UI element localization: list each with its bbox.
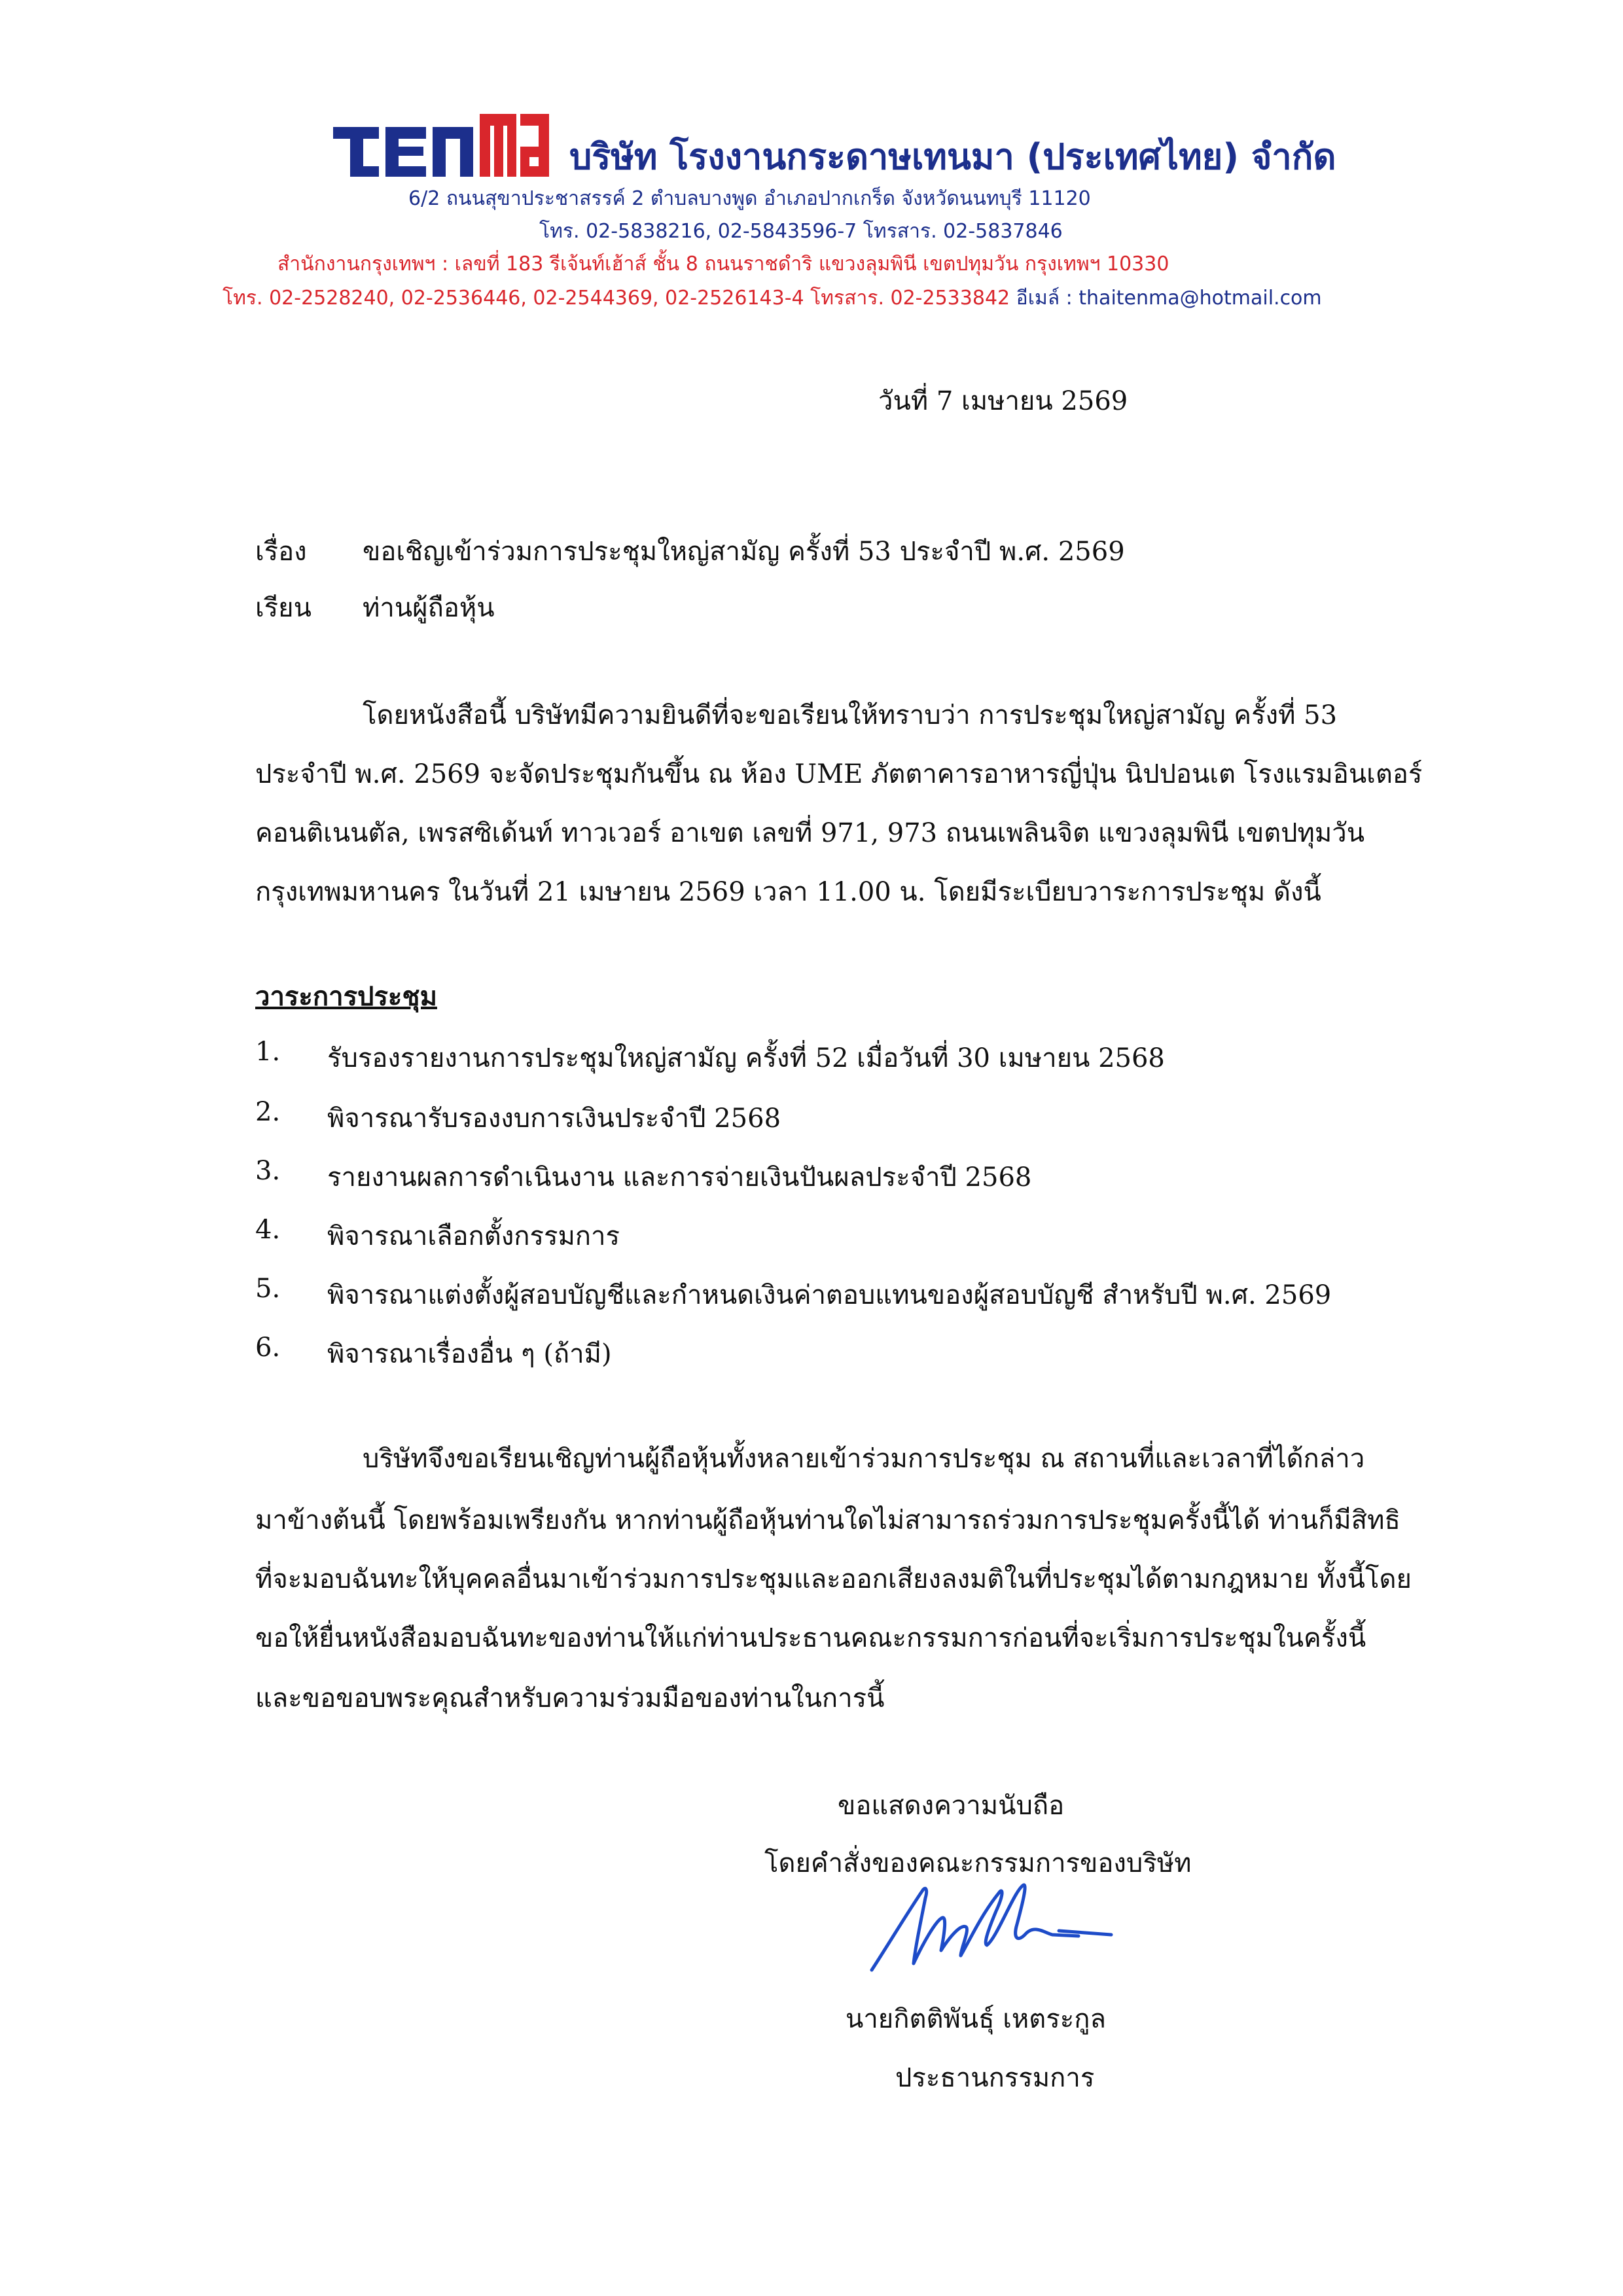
bangkok-office-address: สำนักงานกรุงเทพฯ : เลขที่ 183 รีเจ้นท์เฮ้าส์ ชั้น 8 ถนนราชดำริ แขวงลุมพินี เขตปทุมวัน กรุงเทพฯ 10330 [277, 253, 1169, 276]
intro-line: กรุงเทพมหานคร ในวันที่ 21 เมษายน 2569 เวลา 11.00 น. โดยมีระเบียบวาระการประชุม ดังนี้ [255, 877, 1321, 907]
company-phone: โทร. 02-5838216, 02-5843596-7 โทรสาร. 02-5837846 [539, 220, 1063, 243]
complimentary-close: ขอแสดงความนับถือ [838, 1791, 1065, 1821]
bangkok-office-contact [223, 283, 1322, 314]
closing-line: บริษัทจึงขอเรียนเชิญท่านผู้ถือหุ้นทั้งหลายเข้าร่วมการประชุม ณ สถานที่และเวลาที่ได้กล่าว [363, 1444, 1365, 1474]
email-address: อีเมล์ : thaitenma@hotmail.com [1016, 287, 1322, 310]
signer-name: นายกิตติพันธุ์ เหตระกูล [846, 2004, 1106, 2034]
agenda-item-number: 1. [255, 1037, 281, 1067]
intro-line: คอนติเนนตัล, เพรสซิเด้นท์ ทาวเวอร์ อาเขต เลขที่ 971, 973 ถนนเพลินจิต แขวงลุมพินี เขตปทุมวัน [255, 818, 1365, 848]
agenda-item-number: 4. [255, 1215, 281, 1245]
agenda-heading: วาระการประชุม [255, 981, 437, 1012]
intro-line: โดยหนังสือนี้ บริษัทมีความยินดีที่จะขอเรียนให้ทราบว่า การประชุมใหญ่สามัญ ครั้งที่ 53 [363, 700, 1338, 730]
closing-line: มาข้างต้นนี้ โดยพร้อมเพรียงกัน หากท่านผู้ถือหุ้นท่านใดไม่สามารถร่วมการประชุมครั้งนี้ได้ ท่านก็มีสิทธิ [255, 1505, 1400, 1535]
letter-date: วันที่ 7 เมษายน 2569 [878, 386, 1128, 416]
signer-position: ประธานกรรมการ [895, 2063, 1095, 2093]
agenda-item-text: รายงานผลการดำเนินงาน และการจ่ายเงินปันผลประจำปี 2568 [327, 1162, 1032, 1193]
recipient-text: ท่านผู้ถือหุ้น [363, 593, 495, 623]
company-address: 6/2 ถนนสุขาประชาสรรค์ 2 ตำบลบางพูด อำเภอปากเกร็ด จังหวัดนนทบุรี 11120 [408, 187, 1091, 210]
agenda-item-number: 5. [255, 1274, 281, 1304]
agenda-item-number: 2. [255, 1097, 281, 1127]
authority-line: โดยคำสั่งของคณะกรรมการของบริษัท [764, 1848, 1192, 1878]
subject-label: เรื่อง [255, 537, 307, 567]
closing-line: และขอขอบพระคุณสำหรับความร่วมมือของท่านในการนี้ [255, 1683, 885, 1713]
agenda-item-text: พิจารณารับรองงบการเงินประจำปี 2568 [327, 1103, 781, 1134]
intro-line: ประจำปี พ.ศ. 2569 จะจัดประชุมกันขึ้น ณ ห้อง UME ภัตตาคารอาหารญี่ปุ่น นิปปอนเต โรงแรมอินเตอร์ [255, 759, 1423, 789]
handwritten-signature [863, 1872, 1137, 1983]
subject-text: ขอเชิญเข้าร่วมการประชุมใหญ่สามัญ ครั้งที่ 53 ประจำปี พ.ศ. 2569 [363, 537, 1125, 567]
recipient-label: เรียน [255, 593, 312, 623]
bangkok-office-phone: โทร. 02-2528240, 02-2536446, 02-2544369, 02-2526143-4 โทรสาร. 02-2533842 [223, 287, 1010, 310]
agenda-item-number: 3. [255, 1156, 281, 1186]
company-name: บริษัท โรงงานกระดาษเทนมา (ประเทศไทย) จำกัด [569, 136, 1336, 177]
agenda-item-text: รับรองรายงานการประชุมใหญ่สามัญ ครั้งที่ 52 เมื่อวันที่ 30 เมษายน 2568 [327, 1043, 1165, 1073]
agenda-item-text: พิจารณาเรื่องอื่น ๆ (ถ้ามี) [327, 1339, 612, 1369]
agenda-item-number: 6. [255, 1333, 281, 1363]
agenda-item-text: พิจารณาแต่งตั้งผู้สอบบัญชีและกำหนดเงินค่าตอบแทนของผู้สอบบัญชี สำหรับปี พ.ศ. 2569 [327, 1280, 1332, 1310]
tenma-logo [330, 110, 550, 183]
agenda-item-text: พิจารณาเลือกตั้งกรรมการ [327, 1221, 620, 1251]
closing-line: ที่จะมอบฉันทะให้บุคคลอื่นมาเข้าร่วมการประชุมและออกเสียงลงมติในที่ประชุมได้ตามกฎหมาย ทั้งนี้โดย [255, 1564, 1412, 1594]
closing-line: ขอให้ยื่นหนังสือมอบฉันทะของท่านให้แก่ท่านประธานคณะกรรมการก่อนที่จะเริ่มการประชุมในครั้งนี้ [255, 1623, 1366, 1653]
